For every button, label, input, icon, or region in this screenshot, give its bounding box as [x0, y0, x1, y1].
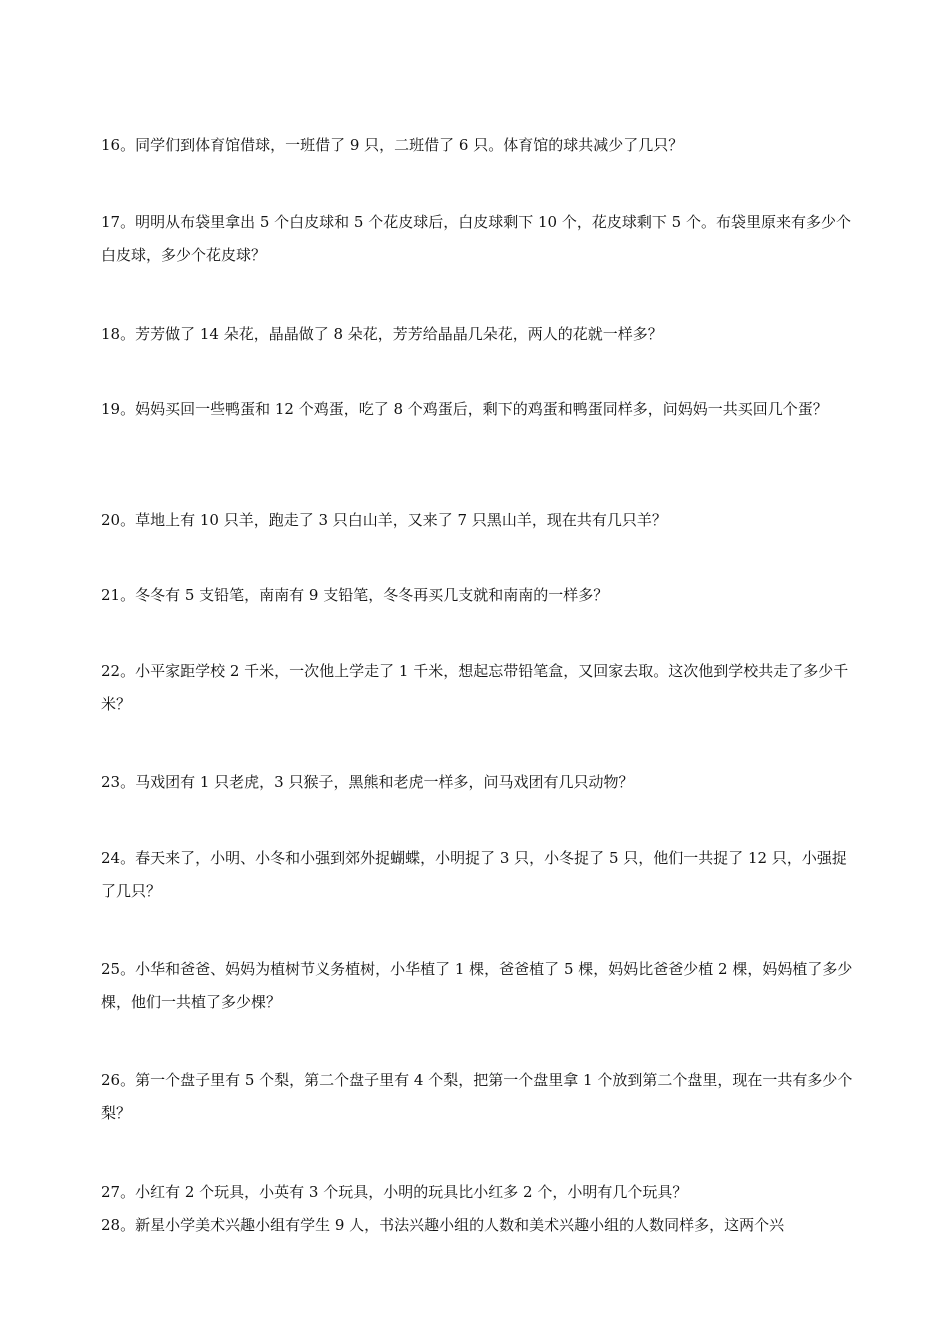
problem-17: 17。明明从布袋里拿出 5 个白皮球和 5 个花皮球后，白皮球剩下 10 个，花皮球剩下 5 个。布袋里原来有多少个白皮球，多少个花皮球？	[101, 213, 851, 264]
problem-21: 21。冬冬有 5 支铅笔，南南有 9 支铅笔，冬冬再买几支就和南南的一样多？	[101, 586, 609, 604]
problem-28: 28。新星小学美术兴趣小组有学生 9 人，书法兴趣小组的人数和美术兴趣小组的人数同样多，这两个兴	[101, 1216, 785, 1234]
problem-22: 22。小平家距学校 2 千米，一次他上学走了 1 千米，想起忘带铅笔盒，又回家去取。这次他到学校共走了多少千米？	[101, 662, 849, 713]
problem-18: 18。芳芳做了 14 朵花，晶晶做了 8 朵花，芳芳给晶晶几朵花，两人的花就一样多？	[101, 325, 663, 343]
problem-16: 16。同学们到体育馆借球，一班借了 9 只，二班借了 6 只。体育馆的球共减少了几只？	[101, 136, 684, 154]
problem-26: 26。第一个盘子里有 5 个梨，第二个盘子里有 4 个梨，把第一个盘里拿 1 个放到第二个盘里，现在一共有多少个梨？	[101, 1071, 853, 1122]
problem-25: 25。小华和爸爸、妈妈为植树节义务植树，小华植了 1 棵，爸爸植了 5 棵，妈妈比爸爸少植 2 棵，妈妈植了多少棵，他们一共植了多少棵？	[101, 960, 853, 1011]
problem-23: 23。马戏团有 1 只老虎，3 只猴子，黑熊和老虎一样多，问马戏团有几只动物？	[101, 773, 634, 791]
problem-20: 20。草地上有 10 只羊，跑走了 3 只白山羊，又来了 7 只黑山羊，现在共有几只羊？	[101, 511, 667, 529]
problem-27: 27。小红有 2 个玩具，小英有 3 个玩具，小明的玩具比小红多 2 个，小明有几个玩具？	[101, 1183, 688, 1201]
problem-19: 19。妈妈买回一些鸭蛋和 12 个鸡蛋，吃了 8 个鸡蛋后，剩下的鸡蛋和鸭蛋同样多，问妈妈一共买回几个蛋？	[101, 400, 828, 418]
problem-24: 24。春天来了，小明、小冬和小强到郊外捉蝴蝶，小明捉了 3 只，小冬捉了 5 只，他们一共捉了 12 只，小强捉了几只？	[101, 849, 847, 900]
